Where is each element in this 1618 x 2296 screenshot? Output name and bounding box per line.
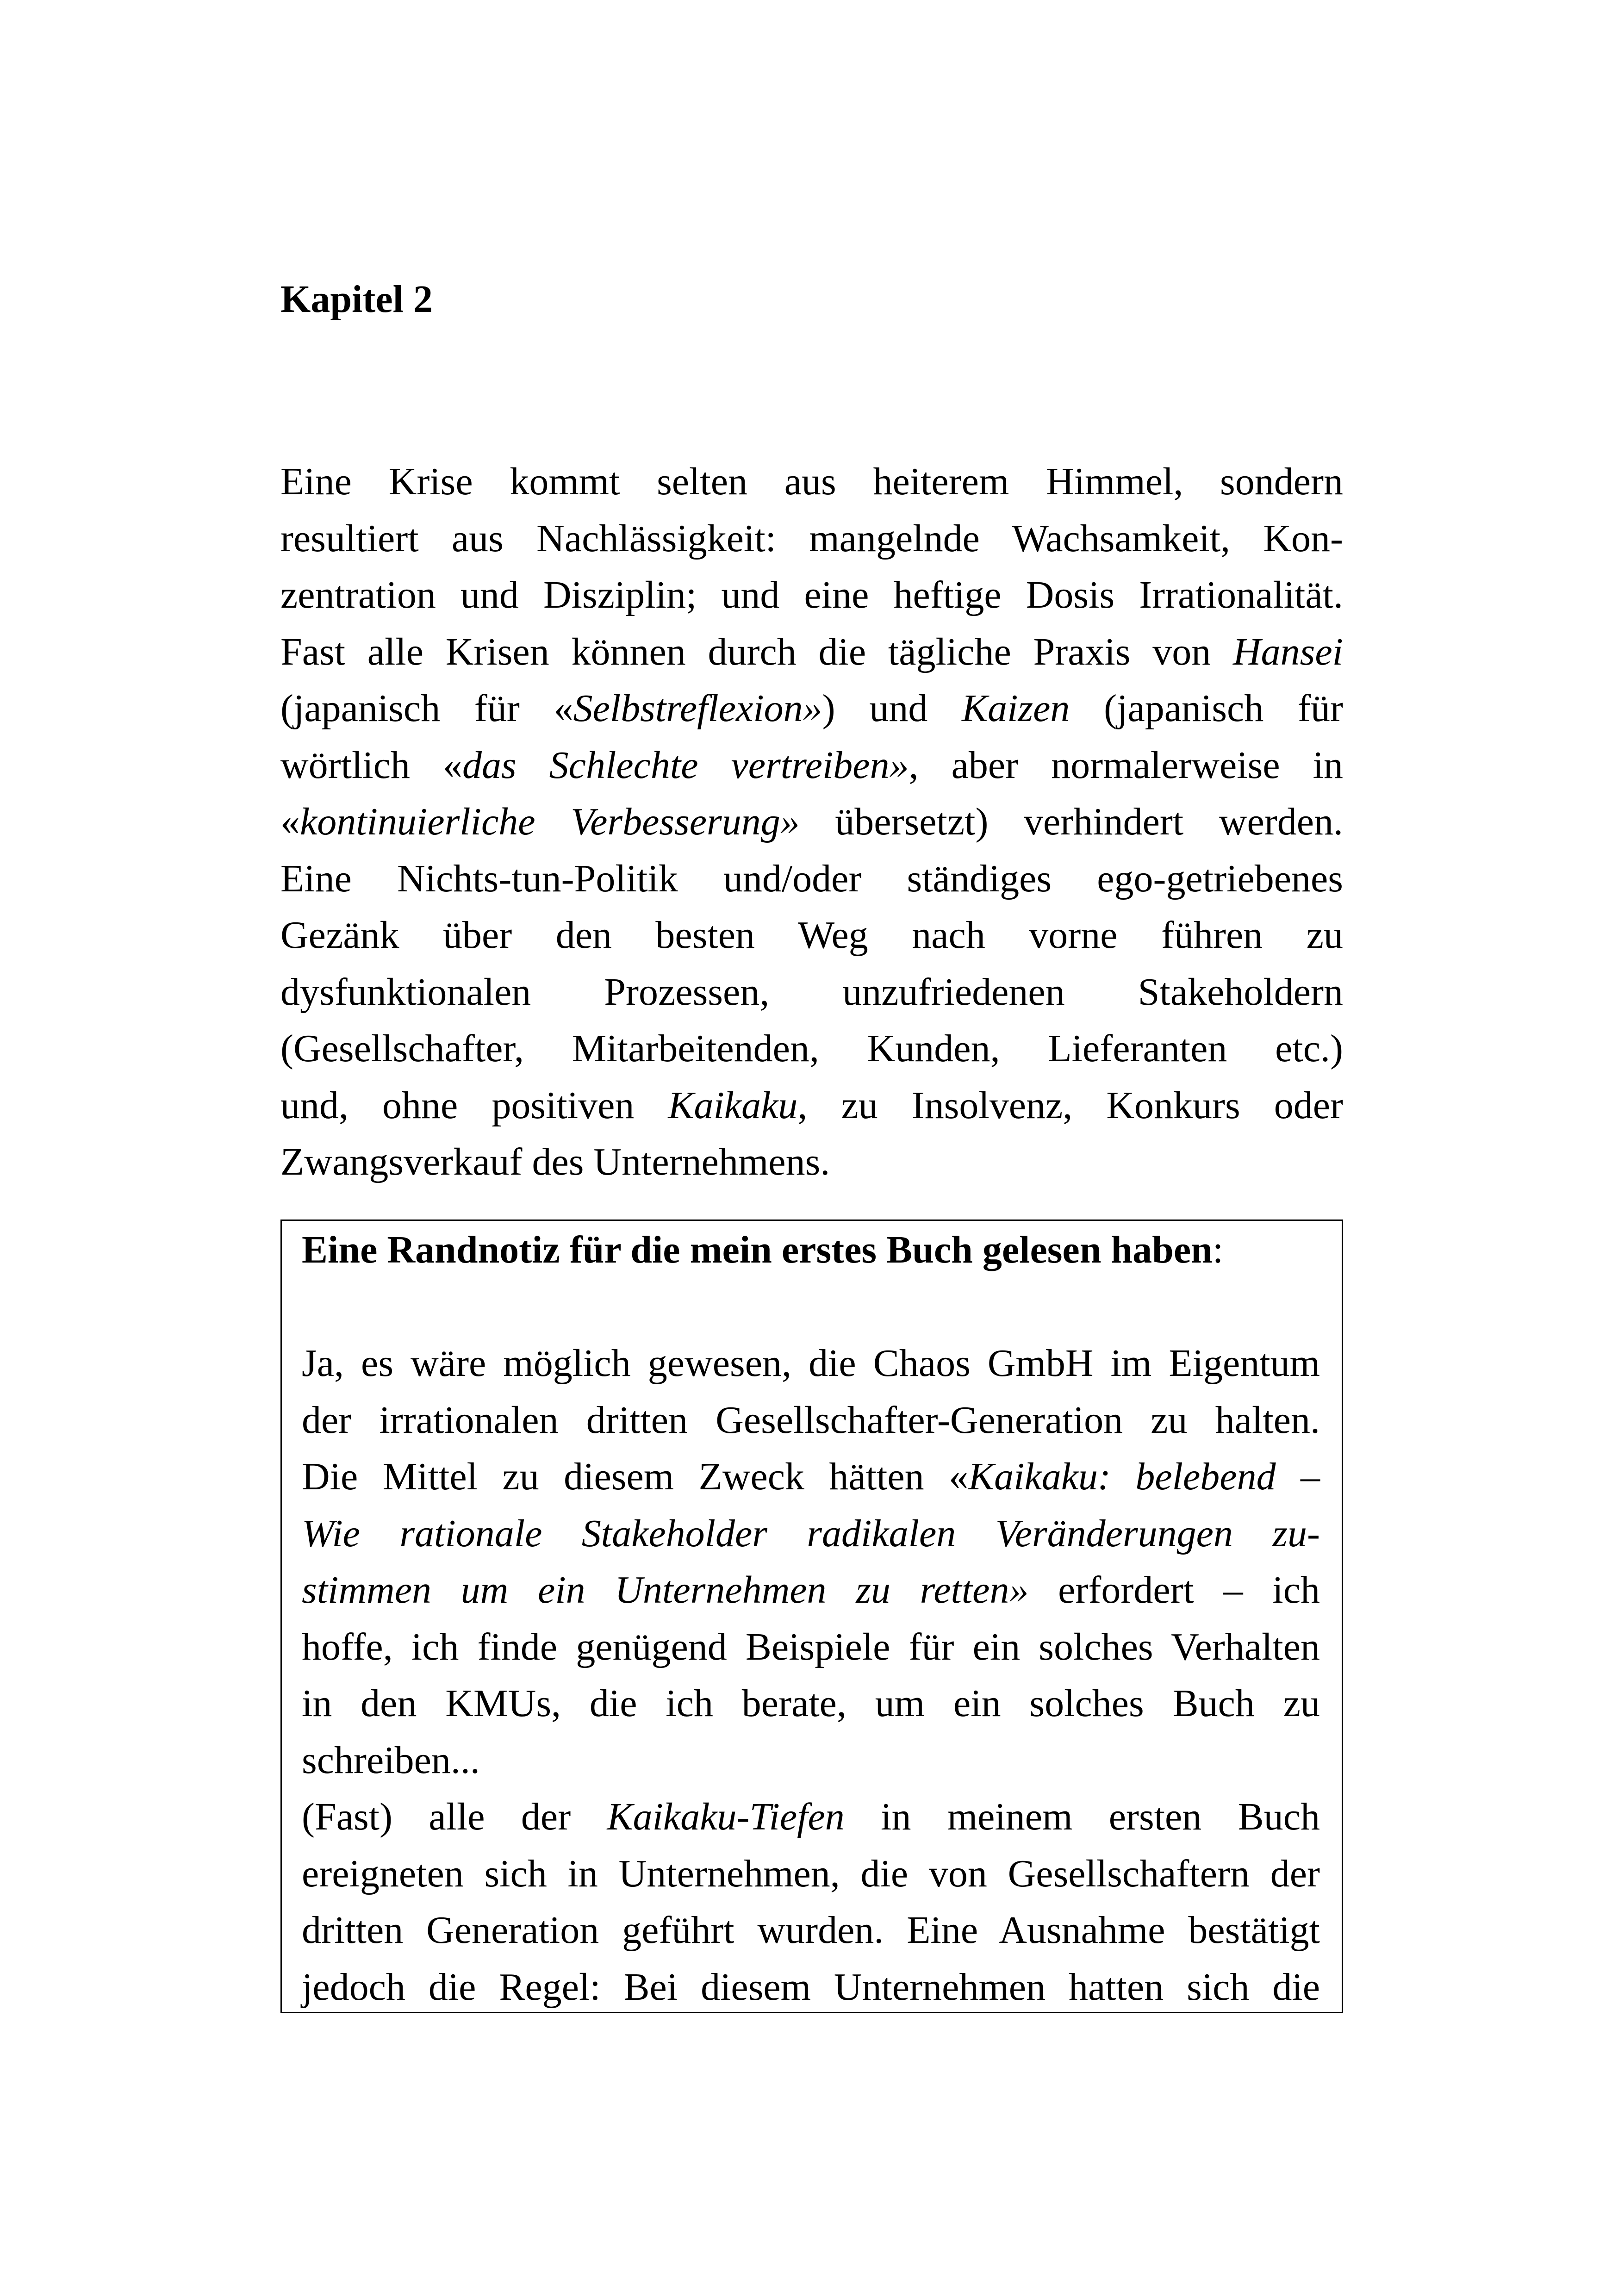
sidenote-box — [280, 1220, 1343, 2013]
text-line: zentration und Disziplin; und eine heftige Dosis Irrationalität. — [280, 573, 1343, 616]
text-line: ereigneten sich in Unternehmen, die von Gesellschaftern der — [302, 1852, 1320, 1895]
chapter-title: Kapitel 2 — [280, 278, 433, 321]
text-line — [280, 680, 1343, 737]
sidenote-title-colon: : — [1212, 1228, 1224, 1271]
text-line: der irrationalen dritten Gesellschafter-Generation zu halten. — [302, 1398, 1320, 1442]
text-line: hoffe, ich finde genügend Beispiele für ein solches Verhalten — [302, 1625, 1320, 1668]
text-run: Die Mittel zu diesem Zweck hätten « — [302, 1455, 969, 1498]
text-line: Eine Nichts-tun-Politik und/oder ständiges ego-getriebenes — [280, 857, 1343, 900]
book-title: Kaikaku: belebend – — [968, 1455, 1320, 1498]
text-line: Gezänk über den besten Weg nach vorne führen zu — [280, 914, 1343, 957]
text-line — [280, 624, 1343, 681]
book-title: Wie rationale Stakeholder radikalen Veränderungen zu- — [302, 1512, 1320, 1555]
text-line: Eine Krise kommt selten aus heiterem Himmel, sondern — [280, 460, 1343, 503]
text-run: und, ohne positiven — [280, 1083, 668, 1127]
text-run: wörtlich « — [280, 743, 462, 787]
text-line — [302, 1506, 1320, 1562]
text-run: (japanisch für — [1070, 687, 1343, 730]
text-run: , zu Insolvenz, Konkurs oder — [797, 1083, 1343, 1127]
text-line: in den KMUs, die ich berate, um ein solches Buch zu — [302, 1682, 1320, 1725]
text-run: in meinem ersten Buch — [844, 1795, 1320, 1838]
italic-text: kontinuierliche Verbesserung» — [300, 800, 800, 843]
main-paragraph — [280, 454, 1343, 1191]
text-line: jedoch die Regel: Bei diesem Unternehmen hatten sich die — [302, 1965, 1320, 2009]
japanese-term: Kaikaku — [668, 1083, 798, 1127]
text-run: Fast alle Krisen können durch die tägliche Praxis von — [280, 630, 1233, 673]
italic-text: Kaikaku-Tiefen — [607, 1795, 845, 1838]
italic-text: Selbstreflexion» — [573, 687, 822, 730]
text-line: dysfunktionalen Prozessen, unzufriedenen Stakeholdern — [280, 970, 1343, 1014]
text-line: schreiben... — [302, 1738, 480, 1782]
text-line: Zwangsverkauf des Unternehmens. — [280, 1140, 830, 1183]
text-run: übersetzt) verhindert werden. — [799, 800, 1343, 843]
text-run: ) und — [822, 687, 962, 730]
italic-text: das Schlechte vertreiben» — [462, 743, 909, 787]
sidenote-body — [302, 1335, 1320, 2016]
text-line — [280, 1077, 1343, 1134]
text-run: (Fast) alle der — [302, 1795, 607, 1838]
text-run: (japanisch für « — [280, 687, 573, 730]
text-run: , aber normalerweise in — [909, 743, 1343, 787]
text-line: Ja, es wäre möglich gewesen, die Chaos GmbH im Eigentum — [302, 1342, 1320, 1385]
text-line — [280, 794, 1343, 851]
text-line — [302, 1449, 1320, 1506]
sidenote-title-text: Eine Randnotiz für die mein erstes Buch gelesen haben — [302, 1228, 1213, 1271]
text-line — [302, 1789, 1320, 1846]
text-line: dritten Generation geführt wurden. Eine Ausnahme bestätigt — [302, 1909, 1320, 1952]
sidenote-title — [302, 1222, 1223, 1279]
text-run: erfordert – ich — [1028, 1568, 1320, 1612]
book-title: stimmen um ein Unternehmen zu retten» — [302, 1568, 1029, 1612]
text-line: resultiert aus Nachlässigkeit: mangelnde Wachsamkeit, Kon- — [280, 516, 1343, 560]
text-line — [280, 737, 1343, 794]
japanese-term: Kaizen — [962, 687, 1070, 730]
japanese-term: Hansei — [1233, 630, 1343, 673]
text-line — [302, 1562, 1320, 1619]
text-line: (Gesellschafter, Mitarbeitenden, Kunden, Lieferanten etc.) — [280, 1027, 1343, 1070]
text-run: « — [280, 800, 300, 843]
